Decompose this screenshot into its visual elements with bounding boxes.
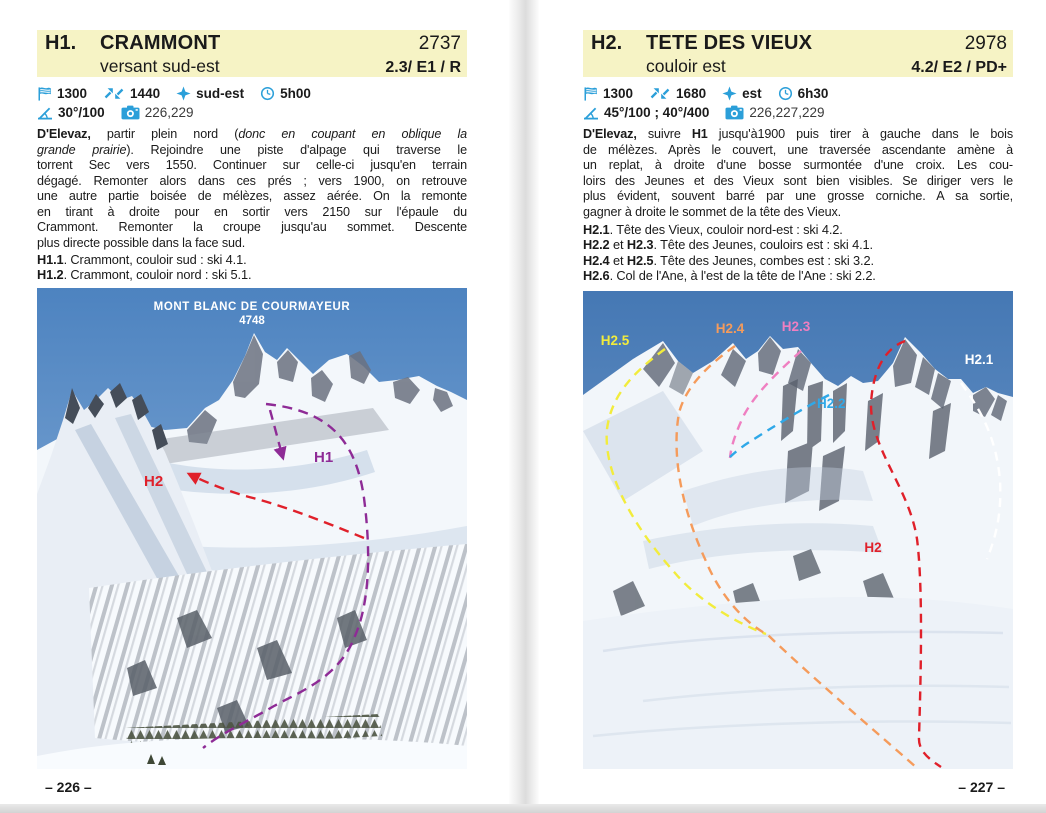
flag-icon <box>37 86 52 102</box>
stat-vertical-gain: 1680 <box>649 86 706 101</box>
up-down-arrows-icon <box>103 87 125 100</box>
route-title: TETE DES VIEUX <box>646 32 813 54</box>
photo-route-label-h2: H2 <box>864 540 882 555</box>
route-title: CRAMMONT <box>100 32 221 54</box>
text-line: torrent Sec vers 1550. Continuer sur celle-ci jusqu'en terrain <box>37 158 467 173</box>
route-description-h2 <box>583 127 1013 220</box>
page-gutter <box>509 0 539 813</box>
clock-icon <box>778 86 793 101</box>
text-line: loirs des Jeunes et des Vieux sont bien visibles. Se diriger vers le <box>583 173 1013 188</box>
text-line: gagner à droite le sommet de la tête des Vieux. <box>583 204 842 219</box>
stat-start-altitude: 1300 <box>37 86 87 102</box>
photo-route-label-h2-3: H2.3 <box>781 319 811 334</box>
route-stats-h2 <box>583 84 1013 122</box>
route-subtitle: couloir est <box>646 56 726 76</box>
stat-vertical-gain: 1440 <box>103 86 160 101</box>
up-down-arrows-icon <box>649 87 671 100</box>
page-number-right: – 227 – <box>958 779 1005 795</box>
photo-caption-altitude: 4748 <box>239 315 265 327</box>
page-left <box>37 0 467 813</box>
route-code: H2. <box>591 32 623 54</box>
photo-caption-title: MONT BLANC DE COURMAYEUR <box>153 301 351 313</box>
text-line: dégagé. Remonter alors dans ces prés ; vers 1900, on retrouve <box>37 173 467 188</box>
route-header-h1 <box>37 30 467 77</box>
four-point-star-icon <box>722 86 737 101</box>
stat-orientation: sud-est <box>176 86 244 101</box>
mountain-artwork-right <box>583 291 1013 769</box>
clock-icon <box>260 86 275 101</box>
stat-duration: 6h30 <box>778 86 829 101</box>
route-subtitle: versant sud-est <box>100 56 220 76</box>
text-line: plus directe possible dans la face sud. <box>37 235 246 250</box>
photo-route-label-h2-1: H2.1 <box>964 352 994 367</box>
photo-route-label-h2-2: H2.2 <box>817 396 846 411</box>
text-line: H2.6. Col de l'Ane, à l'est de la tête de l'Ane : ski 2.2. <box>583 268 876 284</box>
text-line: Crammont. Remonter la croupe jusqu'au sommet. Descente <box>37 220 467 235</box>
variant-list-h1 <box>37 252 467 283</box>
page-number-left: – 226 – <box>45 779 92 795</box>
angle-icon <box>37 105 53 121</box>
mountain-artwork-left <box>37 288 467 769</box>
text-line: H2.4 et H2.5. Tête des Jeunes, combes est : ski 3.2. <box>583 252 874 268</box>
stat-slope: 45°/100 ; 40°/400 <box>583 105 709 121</box>
text-line: H1.1. Crammont, couloir sud : ski 4.1. <box>37 252 247 267</box>
stat-start-altitude: 1300 <box>583 86 633 102</box>
photo-route-label-h2: H2 <box>144 473 164 490</box>
photo-route-label-h1: H1 <box>314 449 334 466</box>
summit-altitude: 2737 <box>418 33 461 54</box>
page-right <box>583 0 1013 813</box>
text-line: H2.2 et H2.3. Tête des Jeunes, couloirs est : ski 4.1. <box>583 237 873 253</box>
route-header-h2 <box>583 30 1013 77</box>
text-line: une autre partie boisée de mélèzes, assez aérée. On la remonte <box>37 189 467 204</box>
text-line: plus évident, souvent barré par une grosse corniche. A sa sortie, <box>583 189 1013 204</box>
route-stats-h1 <box>37 84 467 122</box>
photo-tete-des-vieux <box>583 291 1013 769</box>
stat-photo-refs: 226,229 <box>121 105 194 120</box>
stat-orientation: est <box>722 86 762 101</box>
text-line: D'Elevaz, partir plein nord (donc en coupant en oblique la <box>37 127 468 141</box>
camera-icon <box>725 105 744 120</box>
route-grade: 4.2/ E2 / PD+ <box>911 59 1007 76</box>
flag-icon <box>583 86 598 102</box>
stat-slope: 30°/100 <box>37 105 105 121</box>
stat-photo-refs: 226,227,229 <box>725 105 824 120</box>
text-line: grande prairie). Rejoindre une piste d'alpage qui traverse le <box>37 142 467 157</box>
variant-list-h2 <box>583 222 1013 283</box>
text-line: H1.2. Crammont, couloir nord : ski 5.1. <box>37 267 252 283</box>
text-line: H2.1. Tête des Vieux, couloir nord-est : ski 4.2. <box>583 222 843 237</box>
text-line: D'Elevaz, suivre H1 jusqu'à1900 puis tirer à gauche dans le bois <box>583 127 1013 141</box>
route-description-h1 <box>37 127 467 251</box>
four-point-star-icon <box>176 86 191 101</box>
route-grade: 2.3/ E1 / R <box>385 59 461 76</box>
route-code: H1. <box>45 32 77 54</box>
photo-route-label-h2-4: H2.4 <box>715 321 745 336</box>
text-line: en tirant à droite pour en sortir vers 2150 sur l'épaule du <box>37 204 467 219</box>
photo-crammont <box>37 288 467 769</box>
summit-altitude: 2978 <box>964 33 1007 54</box>
text-line: un replat, à droite d'une bosse surmontée d'une croix. Les cou- <box>583 158 1013 173</box>
camera-icon <box>121 105 140 120</box>
text-line: de mélèzes. Après le couvert, une traversée ascendante amène à <box>583 142 1013 157</box>
photo-route-label-h2-5: H2.5 <box>600 333 630 348</box>
page-bottom-edge <box>0 804 1046 813</box>
angle-icon <box>583 105 599 121</box>
stat-duration: 5h00 <box>260 86 311 101</box>
